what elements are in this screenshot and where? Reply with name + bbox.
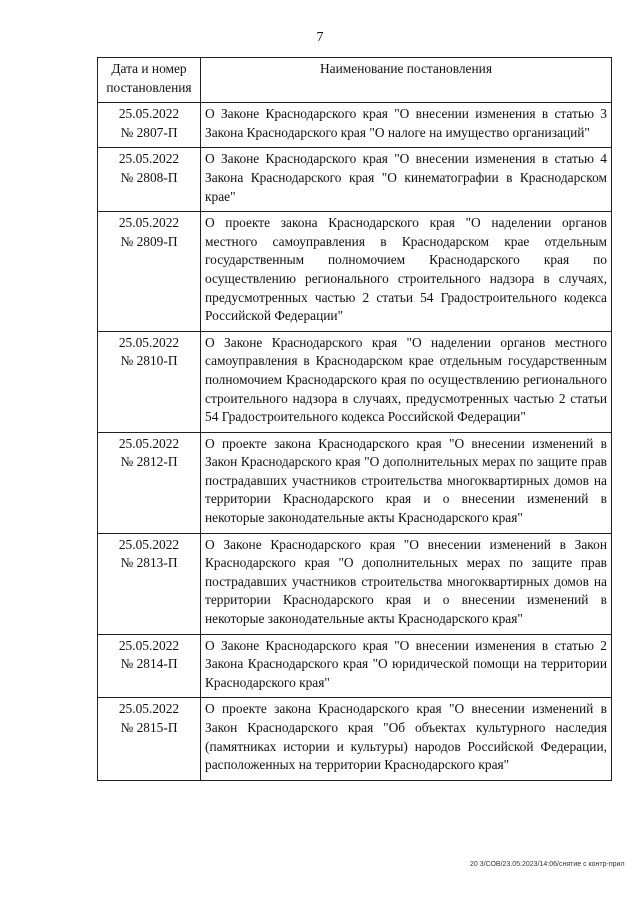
row-date: 25.05.2022 bbox=[118, 435, 180, 451]
row-name: О проекте закона Краснодарского края "О внесении изменений в Закон Краснодарского края "О дополнительных мерах по защите прав пострадавших участников строительства многоквартирных домов на территории Краснодарского края и о внесении изменений в некоторые законодательные акты Краснодарского края" bbox=[201, 432, 612, 533]
table-header-row bbox=[98, 58, 612, 103]
header-name: Наименование постановления bbox=[201, 58, 612, 103]
row-date: 25.05.2022 bbox=[118, 106, 180, 122]
row-date-cell bbox=[98, 698, 201, 780]
row-date-cell bbox=[98, 103, 201, 148]
row-number: № 2812-П bbox=[120, 454, 178, 470]
row-number: № 2815-П bbox=[120, 720, 178, 735]
row-name: О Законе Краснодарского края "О наделении органов местного самоуправления в Краснодарском крае отдельным государственным полномочием Краснодарского края по осуществлению регионального строительного надзора в случаях, предусмотренных частью 2 статьи 54 Градостроительного кодекса Российской Федерации" bbox=[201, 331, 612, 432]
row-name: О проекте закона Краснодарского края "О внесении изменений в Закон Краснодарского края "Об объектах культурного наследия (памятниках истории и культуры) народов Российской Федерации, расположенных на территории Краснодарского края" bbox=[201, 698, 612, 780]
row-date: 25.05.2022 bbox=[118, 151, 180, 167]
row-date: 25.05.2022 bbox=[118, 334, 180, 350]
header-date-number bbox=[98, 58, 201, 103]
table-row bbox=[98, 698, 612, 780]
row-date: 25.05.2022 bbox=[118, 536, 180, 552]
row-date-cell bbox=[98, 212, 201, 332]
table-row bbox=[98, 432, 612, 533]
header-date-line1: Дата и номер bbox=[111, 61, 187, 76]
resolutions-table bbox=[97, 57, 612, 781]
table-row bbox=[98, 148, 612, 212]
row-date: 25.05.2022 bbox=[118, 701, 180, 717]
row-name: О проекте закона Краснодарского края "О наделении органов местного самоуправления в Краснодарском крае отдельным государственным полномочием Краснодарского края по осуществлению регионального строительного надзора в случаях, предусмотренных частью 2 статьи 54 Градостроительного кодекса Российской Федерации" bbox=[201, 212, 612, 332]
row-number: № 2813-П bbox=[120, 555, 178, 571]
row-name: О Законе Краснодарского края "О внесении изменения в статью 2 Закона Краснодарского края "О юридической помощи на территории Краснодарского края" bbox=[201, 634, 612, 698]
row-number: № 2810-П bbox=[120, 353, 178, 369]
footer-stamp: 20 3/СОВ/23.05.2023/14:06/снятие с контр-прил bbox=[470, 861, 625, 868]
table-row bbox=[98, 212, 612, 332]
table-row bbox=[98, 533, 612, 634]
row-date: 25.05.2022 bbox=[118, 215, 180, 231]
page-number: 7 bbox=[316, 30, 324, 45]
row-name: О Законе Краснодарского края "О внесении изменения в статью 4 Закона Краснодарского края "О кинематографии в Краснодарском крае" bbox=[201, 148, 612, 212]
row-date: 25.05.2022 bbox=[118, 637, 180, 653]
row-date-cell bbox=[98, 533, 201, 634]
row-date-cell bbox=[98, 634, 201, 698]
table-row bbox=[98, 634, 612, 698]
row-number: № 2808-П bbox=[120, 169, 178, 185]
row-number: № 2809-П bbox=[120, 233, 178, 249]
row-name: О Законе Краснодарского края "О внесении изменения в статью 3 Закона Краснодарского края "О налоге на имущество организаций" bbox=[201, 103, 612, 148]
row-date-cell bbox=[98, 148, 201, 212]
row-date-cell bbox=[98, 331, 201, 432]
row-name: О Законе Краснодарского края "О внесении изменений в Закон Краснодарского края "О дополнительных мерах по защите прав пострадавших участников строительства многоквартирных домов на территории Краснодарского края и о внесении изменений в некоторые законодательные акты Краснодарского края" bbox=[201, 533, 612, 634]
header-date-line2: постановления bbox=[106, 79, 192, 95]
row-number: № 2807-П bbox=[120, 124, 178, 140]
row-number: № 2814-П bbox=[120, 656, 178, 672]
table-row bbox=[98, 103, 612, 148]
row-date-cell bbox=[98, 432, 201, 533]
table-row bbox=[98, 331, 612, 432]
